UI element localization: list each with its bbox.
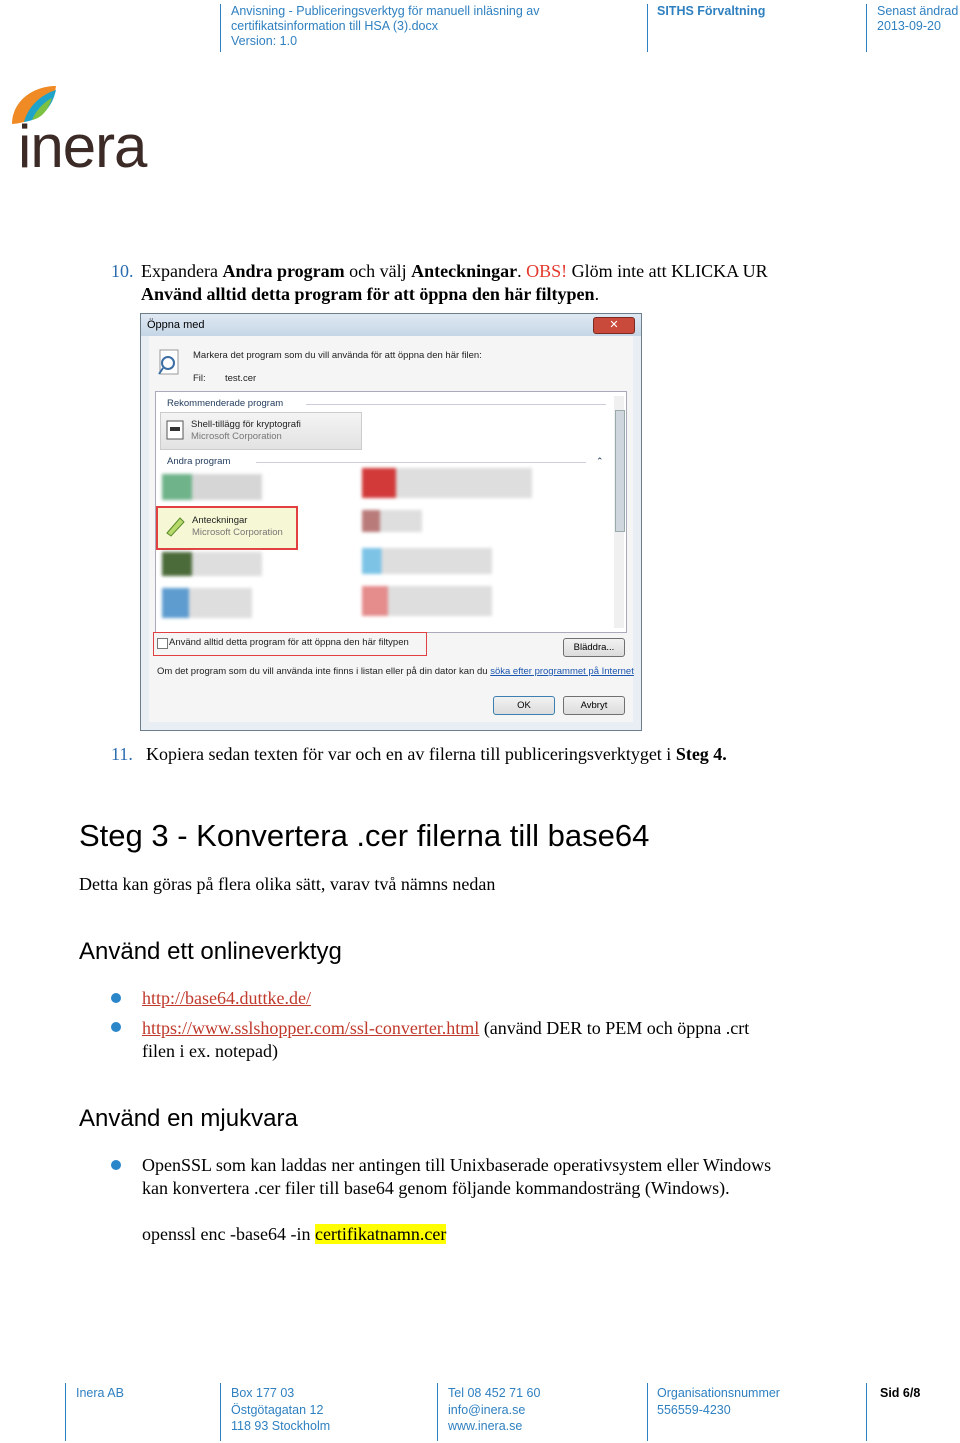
blurred-program-item: [162, 588, 252, 618]
footer-company: Inera AB: [76, 1386, 124, 1400]
section-intro: Detta kan göras på flera olika sätt, varav två nämns nedan: [79, 874, 496, 894]
always-use-checkbox[interactable]: [157, 638, 168, 649]
header-changed-label: Senast ändrad: [877, 4, 959, 18]
certificate-icon: [165, 419, 185, 441]
notepad-program-item[interactable]: [156, 506, 298, 550]
header-org: SITHS Förvaltning: [657, 4, 766, 18]
software-line-1: OpenSSL som kan laddas ner antingen till Unixbaserade operativsystem eller Windows: [142, 1155, 772, 1175]
software-heading: Använd en mjukvara: [79, 1105, 298, 1132]
footer-web: www.inera.se: [448, 1419, 523, 1433]
notepad-program-vendor: Microsoft Corporation: [192, 527, 283, 538]
footer-divider: [647, 1383, 648, 1441]
blurred-program-item: [362, 468, 532, 498]
openssl-command-text: openssl enc -base64 -in: [142, 1224, 315, 1244]
recommended-program-item[interactable]: [160, 412, 362, 450]
step-10-text-3: .: [517, 261, 527, 281]
dialog-hint-text: Om det program som du vill använda inte finns i listan eller på din dator kan du: [157, 666, 491, 677]
sslshopper-note-2: filen i ex. notepad): [142, 1041, 278, 1061]
footer-divider: [220, 1383, 221, 1441]
footer-address: [231, 1385, 330, 1435]
blurred-program-item: [362, 548, 492, 574]
footer-orgnr-label: Organisationsnummer: [657, 1386, 780, 1400]
dialog-file-name: test.cer: [225, 373, 257, 384]
openssl-command-highlight: certifikatnamn.cer: [314, 1224, 447, 1244]
bullet-icon: [111, 993, 121, 1003]
other-divider: [256, 462, 586, 463]
ok-button[interactable]: OK: [493, 696, 555, 715]
footer-page-number: Sid 6/8: [880, 1386, 921, 1400]
search-internet-link[interactable]: söka efter programmet på Internet: [490, 666, 634, 677]
step-10-bold-1: Andra program: [222, 261, 345, 281]
blurred-program-item: [362, 510, 422, 532]
step-10-text-1: Expandera: [141, 261, 223, 281]
step-10-text: Expandera Andra program och välj Anteckningar. OBS! Glöm inte att KLICKA UR Använd alltid detta program för att öppna den här filtypen.: [141, 261, 768, 304]
header-document-info: [231, 4, 539, 49]
blurred-program-item: [162, 552, 262, 576]
header-doc-title-1: Anvisning - Publiceringsverktyg för manuell inläsning av: [231, 4, 540, 18]
document-search-icon: [157, 348, 183, 378]
recommended-header: Rekommenderade program: [167, 398, 284, 409]
software-line-2: kan konvertera .cer filer till base64 genom följande kommandosträng (Windows).: [142, 1178, 730, 1198]
dialog-file-label: Fil:: [193, 373, 206, 384]
footer-contact: [448, 1385, 540, 1435]
link-sslshopper[interactable]: https://www.sslshopper.com/ssl-converter.html: [142, 1018, 480, 1038]
open-with-dialog: [140, 313, 642, 731]
step-10-line-2: Använd alltid detta program för att öppna den här filtypen: [141, 284, 595, 304]
notepad-program-name: Anteckningar: [192, 515, 248, 526]
step-11-text: [146, 743, 727, 766]
program-list[interactable]: [155, 391, 627, 633]
browse-button[interactable]: Bläddra...: [563, 638, 625, 657]
step-10-obs: OBS!: [526, 261, 568, 281]
footer-divider: [866, 1383, 867, 1441]
dialog-body: [149, 336, 633, 722]
dialog-close-button[interactable]: ✕: [593, 317, 635, 334]
notepad-icon: [164, 515, 186, 537]
header-version: Version: 1.0: [231, 34, 298, 48]
header-divider: [647, 4, 648, 52]
step-10-text-4: Glöm inte att KLICKA UR: [567, 261, 768, 281]
other-programs-header: Andra program: [167, 456, 231, 467]
bullet-icon: [111, 1022, 121, 1032]
scrollbar-thumb[interactable]: [615, 410, 625, 532]
online-heading: Använd ett onlineverktyg: [79, 938, 342, 965]
bullet-icon: [111, 1160, 121, 1170]
footer-address-1: Box 177 03: [231, 1386, 295, 1400]
header-changed-date: 2013-09-20: [877, 19, 941, 33]
inera-logo: [6, 82, 176, 182]
step-10-number: 10.: [111, 261, 134, 281]
footer-divider: [65, 1383, 66, 1441]
step-11-number: 11.: [111, 744, 133, 764]
always-use-label: Använd alltid detta program för att öppna den här filtypen: [169, 637, 409, 648]
dialog-hint: [157, 666, 634, 677]
openssl-command: [142, 1223, 446, 1246]
header-divider: [866, 4, 867, 52]
collapse-chevron-icon[interactable]: ⌃: [596, 456, 604, 466]
list-scrollbar[interactable]: [614, 396, 624, 628]
recommended-program-name: Shell-tillägg för kryptografi: [191, 419, 301, 430]
step-10-text-2: och välj: [344, 261, 412, 281]
inera-logo-text: inera: [18, 113, 147, 180]
blurred-program-item: [162, 474, 262, 500]
footer-orgnr: [657, 1385, 780, 1418]
recommended-divider: [306, 404, 606, 405]
header-divider: [220, 4, 221, 52]
blurred-program-item: [362, 586, 492, 616]
dialog-title: Öppna med: [141, 314, 641, 336]
cancel-button[interactable]: Avbryt: [563, 696, 625, 715]
link-base64-duttke[interactable]: http://base64.duttke.de/: [142, 988, 311, 1008]
header-changed: [877, 4, 958, 34]
step-11-bold: Steg 4.: [675, 744, 727, 764]
sslshopper-note: (använd DER to PEM och öppna .crt: [479, 1018, 750, 1038]
footer-address-3: 118 93 Stockholm: [231, 1419, 331, 1433]
step-10-bold-2: Anteckningar: [411, 261, 518, 281]
footer-address-2: Östgötagatan 12: [231, 1402, 324, 1417]
footer-tel: Tel 08 452 71 60: [448, 1386, 541, 1400]
footer-email: info@inera.se: [448, 1402, 526, 1417]
footer-orgnr-value: 556559-4230: [657, 1402, 731, 1417]
step-11-text-body: Kopiera sedan texten för var och en av filerna till publiceringsverktyget i: [146, 744, 676, 764]
header-doc-title-2: certifikatsinformation till HSA (3).docx: [231, 19, 439, 33]
section-title: Steg 3 - Konvertera .cer filerna till base64: [79, 818, 650, 853]
dialog-instruction: Markera det program som du vill använda för att öppna den här filen:: [193, 350, 482, 361]
link-sslshopper-item: [142, 1017, 902, 1063]
software-paragraph: [142, 1154, 942, 1200]
footer-divider: [437, 1383, 438, 1441]
recommended-program-vendor: Microsoft Corporation: [191, 431, 282, 442]
